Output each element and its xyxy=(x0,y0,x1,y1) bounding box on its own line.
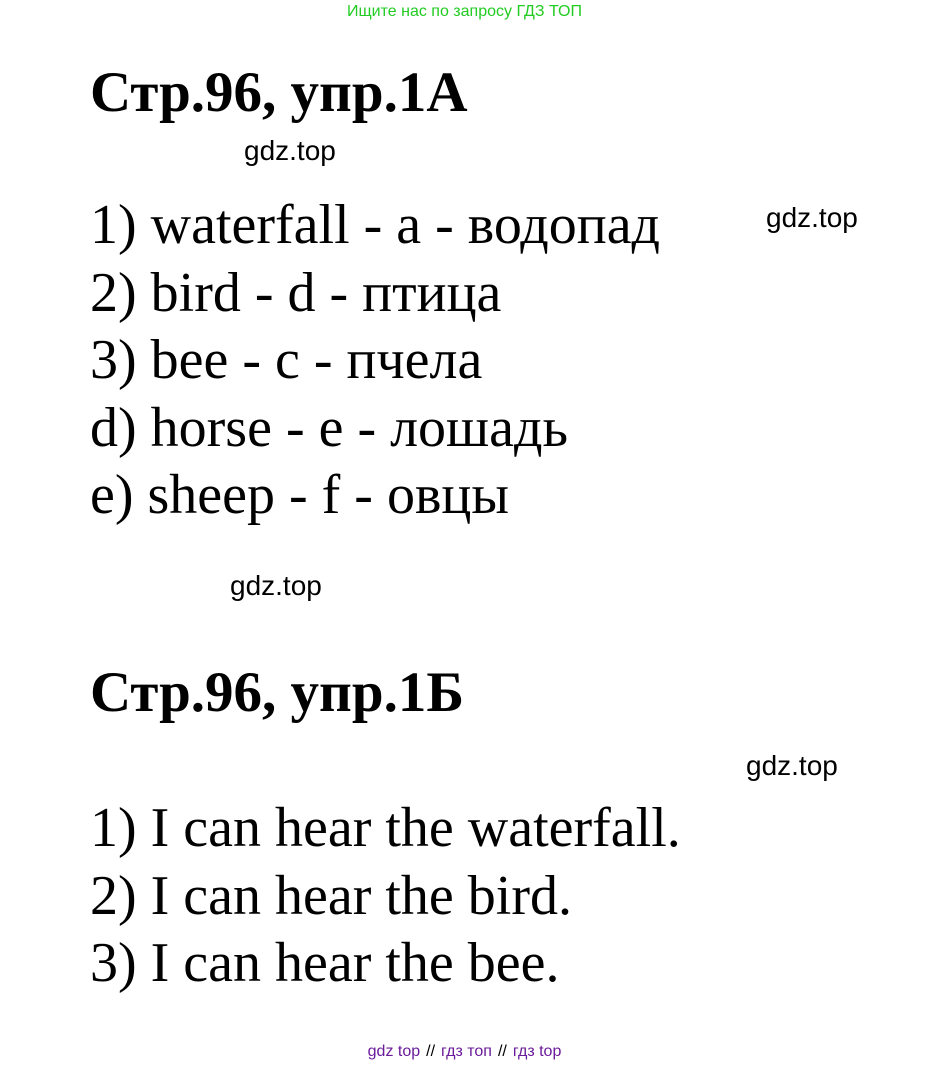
section-a-heading: Стр.96, упр.1А xyxy=(90,61,468,124)
watermark: gdz.top xyxy=(244,135,336,166)
watermark: gdz.top xyxy=(746,750,838,781)
section-a-list xyxy=(90,192,660,530)
list-item: 1) I can hear the waterfall. xyxy=(90,797,681,859)
list-item: 2) I can hear the bird. xyxy=(90,864,572,927)
list-item: e) sheep - f - овцы xyxy=(90,464,509,526)
watermark: gdz.top xyxy=(230,570,322,601)
list-item: 3) bee - c - пчела xyxy=(90,329,483,391)
footer-separator: // xyxy=(426,1043,436,1060)
section-b-heading: Стр.96, упр.1Б xyxy=(90,661,465,724)
top-banner-text[interactable]: Ищите нас по запросу ГДЗ ТОП xyxy=(347,3,582,20)
section-b-list xyxy=(90,795,681,998)
list-item: d) horse - e - лошадь xyxy=(90,396,569,459)
footer-link-gdz-top-mixed[interactable]: гдз top xyxy=(512,1043,562,1060)
footer-link-gdz-top-ru[interactable]: гдз топ xyxy=(441,1043,492,1060)
top-banner-link[interactable] xyxy=(0,2,929,22)
list-item: 2) bird - d - птица xyxy=(90,261,502,324)
footer-link-gdz-top[interactable]: gdz top xyxy=(367,1043,421,1060)
footer-links xyxy=(0,1042,929,1062)
watermark: gdz.top xyxy=(766,202,858,233)
list-item: 3) I can hear the bee. xyxy=(90,932,560,994)
list-item: 1) waterfall - a - водопад xyxy=(90,194,661,256)
footer-separator: // xyxy=(497,1043,507,1060)
